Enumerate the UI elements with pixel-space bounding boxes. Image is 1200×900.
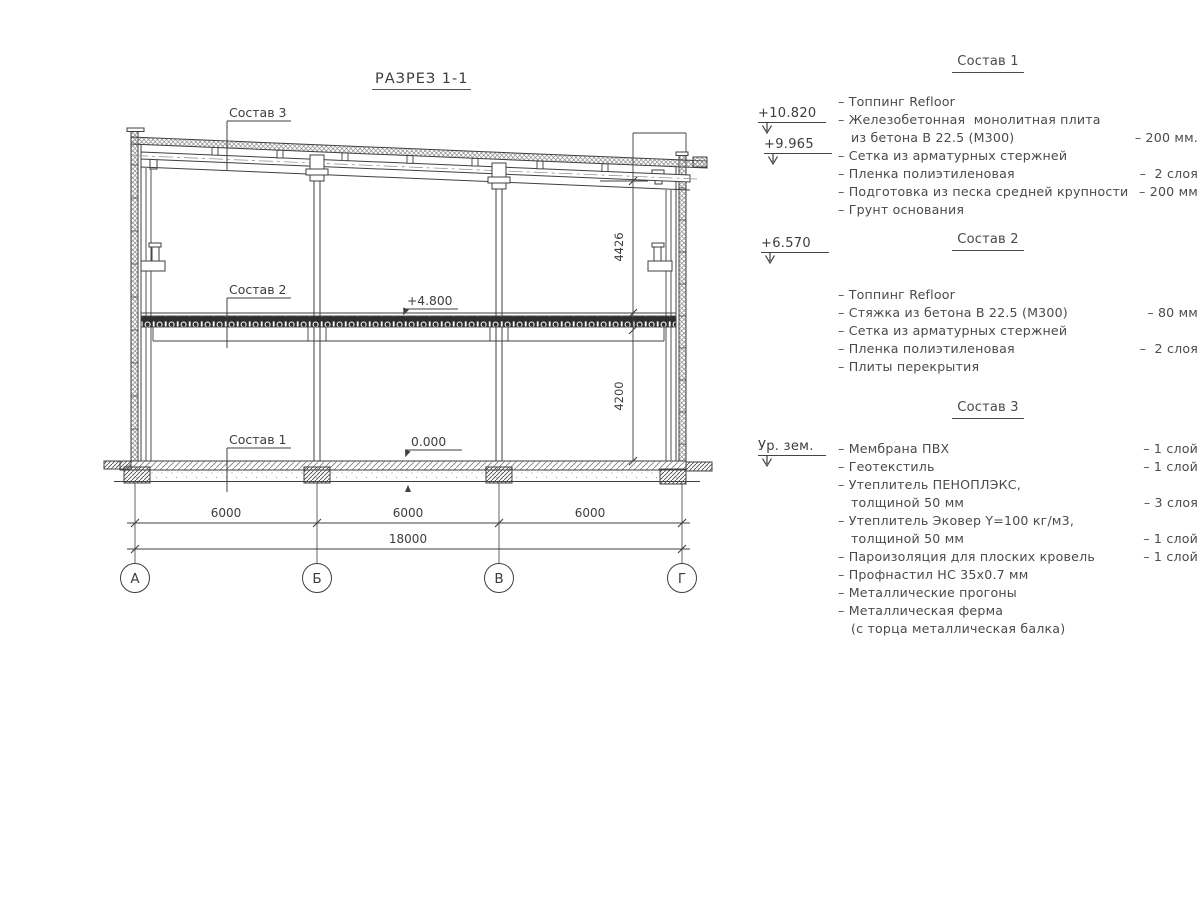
axis-label-b: Б xyxy=(312,571,322,587)
side-level-roof-low-label: +9.965 xyxy=(764,137,832,154)
intermediate-floor xyxy=(141,313,676,341)
level-4800-label: +4.800 xyxy=(407,294,453,308)
level-arrow-icon xyxy=(760,122,776,136)
axis-label-g: Г xyxy=(677,571,687,587)
drawing-title: РАЗРЕЗ 1-1 xyxy=(372,71,471,90)
composition-1-title: Состав 1 xyxy=(952,53,1023,73)
composition-row: – Топпинг Refloor xyxy=(838,287,956,302)
composition-row: – Железобетонная монолитная плита xyxy=(838,112,1101,127)
level-arrow-icon xyxy=(760,455,776,469)
dim-span-3: 6000 xyxy=(574,506,606,520)
composition-row: – Утеплитель ПЕНОПЛЭКС, xyxy=(838,477,1021,492)
composition-row: – Стяжка из бетона В 22.5 (М300) – 80 мм xyxy=(838,305,1198,320)
composition-row: – Металлические прогоны xyxy=(838,585,1017,600)
composition-row: – Металлическая ферма xyxy=(838,603,1004,618)
composition-row: – Пароизоляция для плоских кровель – 1 слой xyxy=(838,549,1198,564)
composition-row: – Плиты перекрытия xyxy=(838,359,980,374)
composition-row: толщиной 50 мм – 3 слоя xyxy=(851,495,1198,510)
side-level-roof-high xyxy=(758,106,826,136)
side-level-crane-label: +6.570 xyxy=(761,236,829,253)
right-wall xyxy=(648,152,688,461)
callout-sostav-1: Состав 1 xyxy=(229,432,287,447)
bottom-dimensions xyxy=(127,483,690,564)
composition-row: – Сетка из арматурных стержней xyxy=(838,148,1068,163)
composition-3 xyxy=(838,398,1198,638)
composition-3-title: Состав 3 xyxy=(952,399,1023,419)
side-level-ground-label: Ур. зем. xyxy=(758,439,826,456)
composition-row: толщиной 50 мм – 1 слой xyxy=(851,531,1198,546)
composition-2 xyxy=(838,230,1198,376)
axis-label-v: В xyxy=(494,571,504,587)
composition-2-title: Состав 2 xyxy=(952,231,1023,251)
composition-row: – Профнастил НС 35х0.7 мм xyxy=(838,567,1029,582)
section-drawing xyxy=(0,0,760,660)
composition-row: из бетона В 22.5 (М300) – 200 мм. xyxy=(851,130,1198,145)
composition-row: – Грунт основания xyxy=(838,202,965,217)
composition-row: – Пленка полиэтиленовая – 2 слоя xyxy=(838,341,1198,356)
composition-3-header xyxy=(838,398,1138,419)
callout-sostav-2: Состав 2 xyxy=(229,282,287,297)
composition-row: (с торца металлическая балка) xyxy=(851,621,1066,636)
side-level-ground xyxy=(758,439,826,469)
composition-row: – Геотекстиль – 1 слой xyxy=(838,459,1198,474)
composition-1 xyxy=(838,52,1198,219)
callout-sostav-3: Состав 3 xyxy=(229,105,287,120)
level-arrow-icon xyxy=(766,153,782,167)
composition-row: – Пленка полиэтиленовая – 2 слоя xyxy=(838,166,1198,181)
composition-2-header xyxy=(838,230,1138,251)
columns xyxy=(306,155,510,461)
side-level-roof-low xyxy=(764,137,832,167)
axis-bubbles xyxy=(121,564,697,593)
composition-row: – Топпинг Refloor xyxy=(838,94,956,109)
dim-height-lower: 4200 xyxy=(612,381,626,411)
composition-row: – Утеплитель Эковер Y=100 кг/м3, xyxy=(838,513,1075,528)
composition-row: – Подготовка из песка средней крупности – 200 мм xyxy=(838,184,1198,199)
side-level-roof-high-label: +10.820 xyxy=(758,106,826,123)
composition-1-header xyxy=(838,52,1138,73)
level-0000-label: 0.000 xyxy=(411,435,447,449)
level-arrow-icon xyxy=(763,252,779,266)
roof xyxy=(131,137,707,190)
side-level-crane xyxy=(761,236,829,266)
level-mark-4800 xyxy=(403,309,458,315)
dim-span-1: 6000 xyxy=(210,506,242,520)
dim-total: 18000 xyxy=(388,532,428,546)
composition-row: – Мембрана ПВХ – 1 слой xyxy=(838,441,1198,456)
dim-height-upper: 4426 xyxy=(612,232,626,262)
axis-label-a: А xyxy=(130,571,140,587)
ground-slab xyxy=(104,461,712,484)
composition-row: – Сетка из арматурных стержней xyxy=(838,323,1068,338)
dim-span-2: 6000 xyxy=(392,506,424,520)
vertical-dimension xyxy=(600,133,686,465)
left-wall xyxy=(127,128,165,461)
